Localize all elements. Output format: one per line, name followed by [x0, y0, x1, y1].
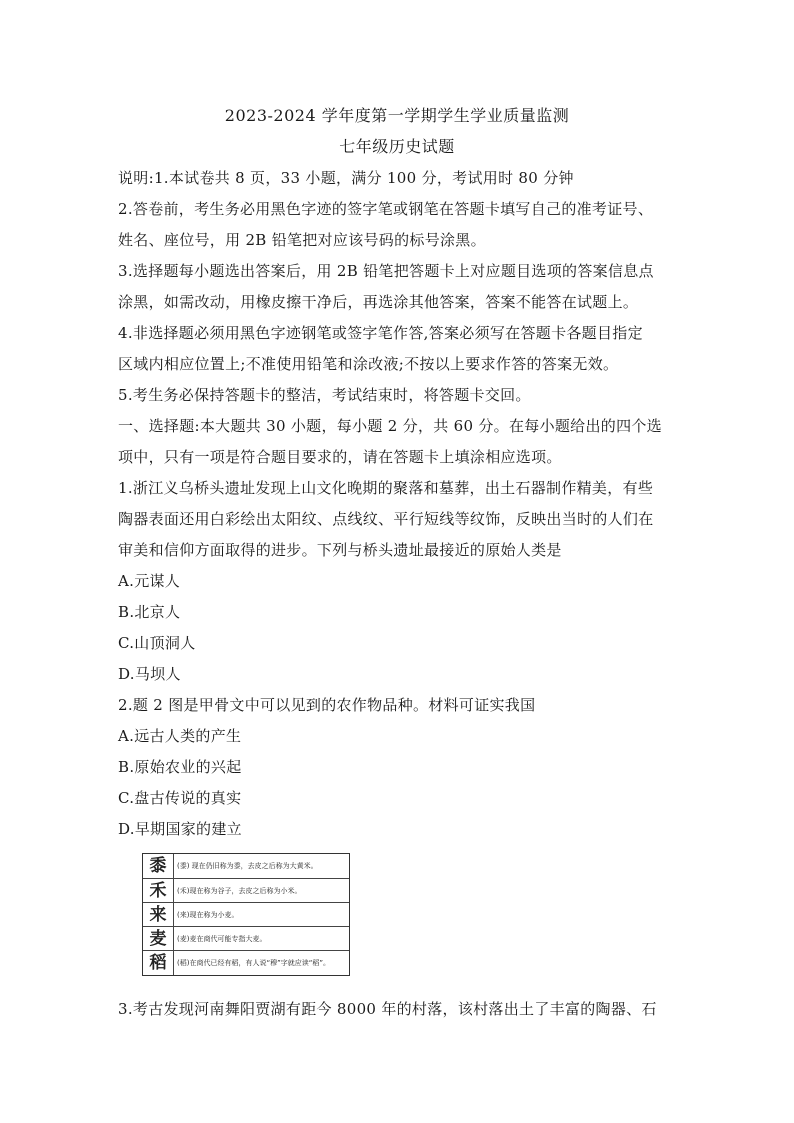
question-1-stem: 1.浙江义乌桥头遗址发现上山文化晚期的聚落和墓葬，出土石器制作精美，有些 [118, 479, 654, 497]
question-2-option-d: D.早期国家的建立 [118, 820, 242, 838]
question-1-stem: 陶器表面还用白彩绘出太阳纹、点线纹、平行短线等纹饰，反映出当时的人们在 [118, 510, 654, 528]
question-1-option-c: C.山顶洞人 [118, 634, 196, 652]
instruction-line: 区域内相应位置上;不准使用铅笔和涂改液;不按以上要求作答的答案无效。 [118, 355, 619, 373]
question-2-stem: 2.题 2 图是甲骨文中可以见到的农作物品种。材料可证实我国 [118, 696, 536, 714]
instruction-line: 4.非选择题必须用黑色字迹钢笔或签字笔作答,答案必须写在答题卡各题目指定 [118, 324, 643, 342]
exam-body [118, 163, 678, 845]
oracle-glyph: 麦 [143, 927, 174, 951]
section-heading: 一、选择题:本大题共 30 小题，每小题 2 分，共 60 分。在每小题给出的四个选 [118, 417, 662, 435]
figure-row [143, 878, 349, 903]
instruction-line: 涂黑，如需改动，用橡皮擦干净后，再选涂其他答案，答案不能答在试题上。 [118, 293, 639, 311]
question-1-option-d: D.马坝人 [118, 665, 181, 683]
instruction-line: 姓名、座位号，用 2B 铅笔把对应该号码的标号涂黑。 [118, 231, 486, 249]
figure-row-text: (来)现在称为小麦。 [177, 911, 239, 919]
oracle-bone-crops-figure [142, 853, 350, 976]
question-3-stem: 3.考古发现河南舞阳贾湖有距今 8000 年的村落，该村落出土了丰富的陶器、石 [118, 1000, 657, 1018]
oracle-glyph: 黍 [143, 854, 174, 878]
figure-row-text: (禾)现在称为谷子，去皮之后称为小米。 [177, 887, 302, 895]
figure-row [143, 926, 349, 951]
section-heading: 项中，只有一项是符合题目要求的，请在答题卡上填涂相应选项。 [118, 448, 562, 466]
instruction-line: 3.选择题每小题选出答案后，用 2B 铅笔把答题卡上对应题目选项的答案信息点 [118, 262, 654, 280]
question-1-option-a: A.元谋人 [118, 572, 181, 590]
figure-row [143, 950, 349, 975]
oracle-glyph: 稻 [143, 951, 174, 975]
instruction-line: 说明:1.本试卷共 8 页，33 小题，满分 100 分，考试用时 80 分钟 [118, 169, 574, 187]
oracle-glyph: 来 [143, 903, 174, 927]
oracle-glyph: 禾 [143, 879, 174, 903]
figure-row [143, 902, 349, 927]
question-1-stem: 审美和信仰方面取得的进步。下列与桥头遗址最接近的原始人类是 [118, 541, 562, 559]
figure-row [143, 854, 349, 878]
exam-title: 2023-2024 学年度第一学期学生学业质量监测 [224, 106, 570, 125]
instruction-line: 5.考生务必保持答题卡的整洁，考试结束时，将答题卡交回。 [118, 386, 531, 404]
figure-row-text: (麦)麦在商代可能专指大麦。 [177, 935, 267, 943]
question-2-option-b: B.原始农业的兴起 [118, 758, 242, 776]
question-2-option-a: A.远古人类的产生 [118, 727, 242, 745]
instruction-line: 2.答卷前，考生务必用黑色字迹的签字笔或钢笔在答题卡填写自己的准考证号、 [118, 200, 654, 218]
question-2-option-c: C.盘古传说的真实 [118, 789, 242, 807]
question-3 [118, 994, 657, 1025]
exam-subtitle: 七年级历史试题 [339, 137, 455, 156]
figure-row-text: (稻)在商代已经有稻，有人说“穆”字就应读“稻”。 [177, 959, 330, 967]
figure-row-text: (黍) 现在仍旧称为黍，去皮之后称为大黄米。 [177, 862, 318, 870]
question-1-option-b: B.北京人 [118, 603, 181, 621]
